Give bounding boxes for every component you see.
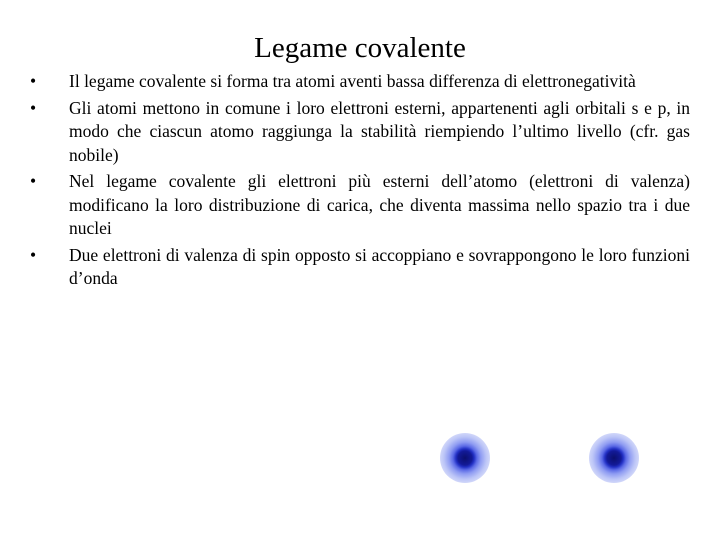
- bullet-text: Due elettroni di valenza di spin opposto si accoppiano e sovrappongono le loro funzioni d’onda: [69, 244, 690, 288]
- bullet-text: Gli atomi mettono in comune i loro elettroni esterni, appartenenti agli orbitali s e p, in modo che ciascun atomo raggiunga la stabilità riempiendo l’ultimo livello (cfr. gas nobile): [69, 97, 690, 165]
- atom-left-icon: [440, 433, 490, 483]
- bullet-icon: •: [30, 97, 37, 118]
- bullet-icon: •: [30, 244, 37, 265]
- slide-title: Legame covalente: [254, 32, 466, 64]
- bullet-icon: •: [30, 71, 37, 91]
- bullet-text: Nel legame covalente gli elettroni più esterni dell’atomo (elettroni di valenza) modificano la loro distribuzione di carica, che diventa massima nello spazio tra i due nuclei: [69, 171, 690, 238]
- atom-right-icon: [589, 433, 639, 483]
- bullet-icon: •: [30, 171, 37, 191]
- bullet-item: [30, 244, 690, 291]
- bullet-item: [30, 97, 690, 168]
- bullet-item: [30, 170, 690, 241]
- bullet-item: [30, 70, 690, 94]
- bullet-list: [30, 70, 690, 294]
- bullet-text: Il legame covalente si forma tra atomi aventi bassa differenza di elettronegatività: [69, 71, 636, 91]
